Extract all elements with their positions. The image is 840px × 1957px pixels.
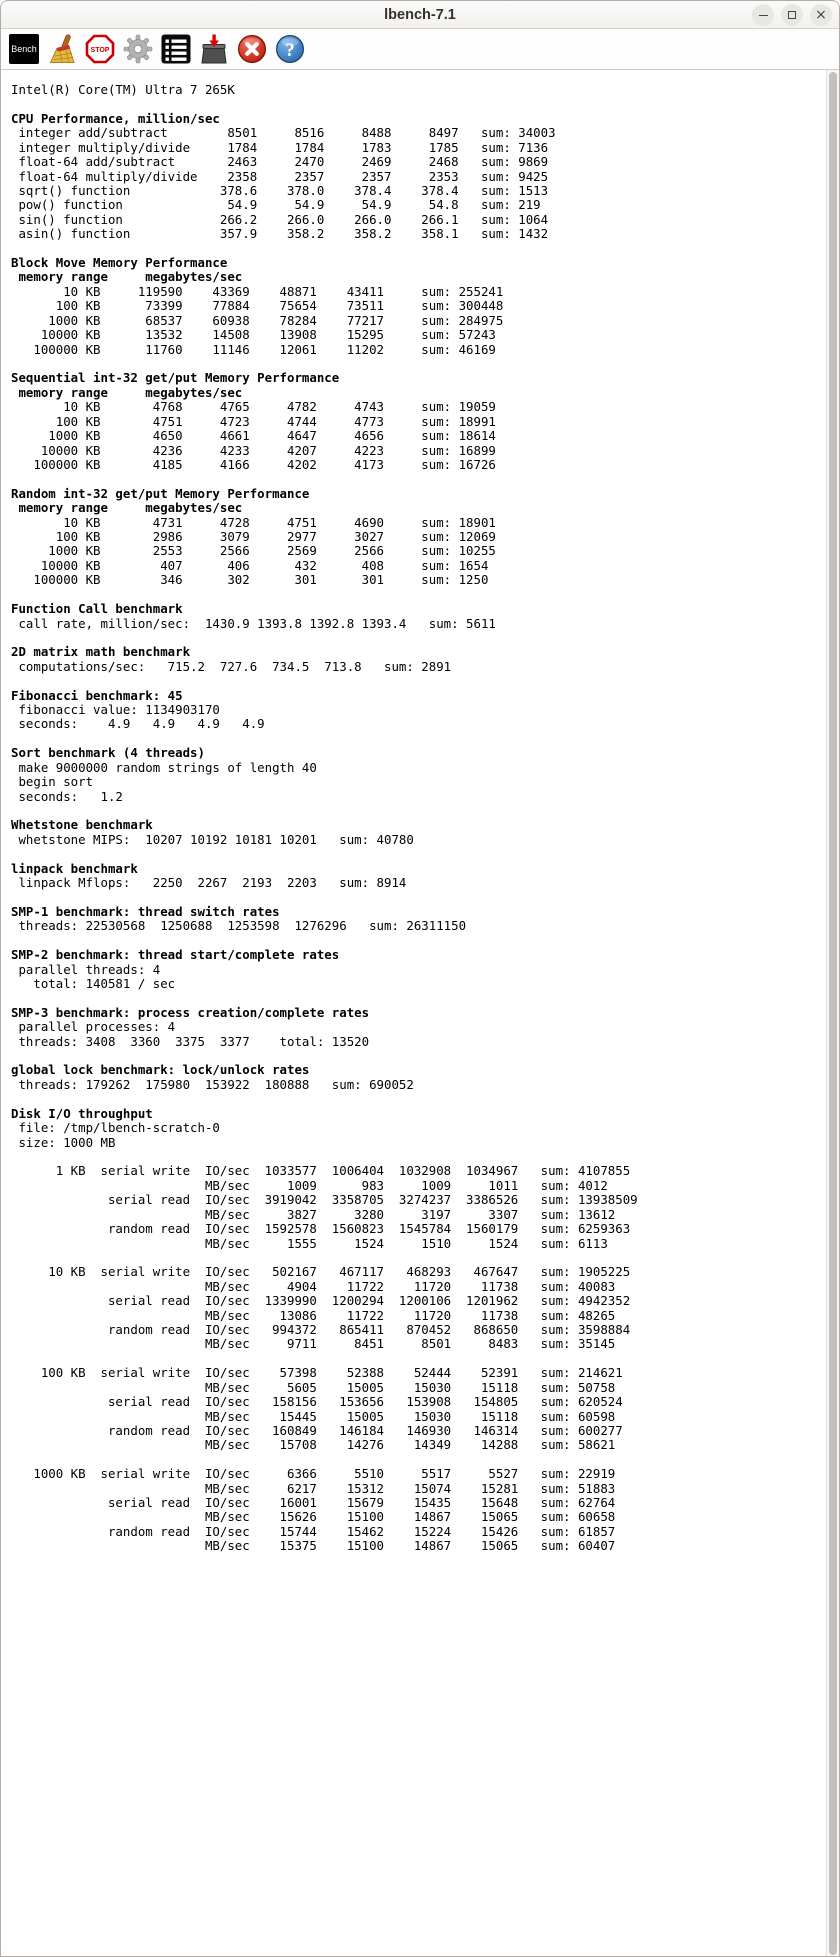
terminal-line: Sequential int-32 get/put Memory Performance	[11, 370, 340, 386]
stop-sign-label: STOP	[90, 46, 110, 54]
help-icon-label: ?	[285, 40, 295, 61]
settings-button[interactable]	[121, 32, 155, 66]
terminal-line: random read IO/sec 15744 15462 15224 15426 sum: 61857	[11, 1523, 616, 1539]
terminal-line: SMP-1 benchmark: thread switch rates	[11, 903, 280, 919]
terminal-line	[11, 890, 819, 904]
terminal-line: call rate, million/sec: 1430.9 1393.8 1392.8 1393.4 sum: 5611	[11, 615, 496, 631]
titlebar[interactable]	[1, 1, 839, 29]
terminal-line	[11, 674, 819, 688]
terminal-line: 100000 KB 11760 11146 12061 11202 sum: 46169	[11, 341, 496, 357]
terminal-line: MB/sec 4904 11722 11720 11738 sum: 40083	[11, 1278, 616, 1294]
help-question-icon	[275, 34, 305, 64]
terminal-line: file: /tmp/lbench-scratch-0	[11, 1120, 220, 1136]
terminal-line: serial read IO/sec 158156 153656 153908 154805 sum: 620524	[11, 1394, 623, 1410]
terminal-line: make 9000000 random strings of length 40	[11, 759, 317, 775]
terminal-line	[11, 1251, 819, 1265]
terminal-line: memory range megabytes/sec	[11, 500, 243, 516]
terminal-line	[11, 1352, 819, 1366]
terminal-line: MB/sec 1009 983 1009 1011 sum: 4012	[11, 1177, 608, 1193]
terminal-line: sqrt() function 378.6 378.0 378.4 378.4 sum: 1513	[11, 182, 549, 198]
maximize-icon	[788, 11, 796, 19]
save-output-button[interactable]	[197, 32, 231, 66]
terminal-line: MB/sec 15375 15100 14867 15065 sum: 60407	[11, 1538, 616, 1554]
terminal-line: fibonacci value: 1134903170	[11, 702, 220, 718]
terminal-line	[11, 934, 819, 948]
terminal-line	[11, 991, 819, 1005]
bench-icon	[9, 34, 39, 64]
terminal-line: 100 KB 73399 77884 75654 73511 sum: 300448	[11, 298, 504, 314]
stop-sign-icon	[85, 34, 115, 64]
terminal-line: Disk I/O throughput	[11, 1105, 153, 1121]
terminal-line: seconds: 1.2	[11, 788, 123, 804]
clear-output-button[interactable]	[45, 32, 79, 66]
terminal-output	[1, 70, 839, 1554]
terminal-line: size: 1000 MB	[11, 1134, 116, 1150]
terminal-line: MB/sec 5605 15005 15030 15118 sum: 50758	[11, 1379, 616, 1395]
terminal-line: parallel processes: 4	[11, 1019, 176, 1035]
terminal-line: Function Call benchmark	[11, 601, 183, 617]
broom-icon	[47, 34, 77, 64]
terminal-line	[11, 472, 819, 486]
terminal-line	[11, 847, 819, 861]
terminal-line	[11, 1150, 819, 1164]
terminal-line: memory range megabytes/sec	[11, 384, 243, 400]
terminal-line: 10 KB 119590 43369 48871 43411 sum: 255241	[11, 283, 504, 299]
terminal-line: 1000 KB 68537 60938 78284 77217 sum: 284975	[11, 312, 504, 328]
close-app-button[interactable]	[235, 32, 269, 66]
terminal-line: begin sort	[11, 774, 94, 790]
terminal-line	[11, 97, 819, 111]
terminal-line: computations/sec: 715.2 727.6 734.5 713.8 sum: 2891	[11, 658, 452, 674]
window-title: lbench-7.1	[384, 7, 456, 23]
terminal-line: 1 KB serial write IO/sec 1033577 1006404 1032908 1034967 sum: 4107855	[11, 1163, 631, 1179]
terminal-line: integer add/subtract 8501 8516 8488 8497 sum: 34003	[11, 125, 556, 141]
window-close-icon: ×	[815, 7, 827, 23]
terminal-line: float-64 add/subtract 2463 2470 2469 2468 sum: 9869	[11, 154, 549, 170]
terminal-line: SMP-3 benchmark: process creation/complete rates	[11, 1004, 370, 1020]
minimize-icon	[759, 15, 768, 17]
terminal-line: Intel(R) Core(TM) Ultra 7 265K	[11, 82, 235, 97]
terminal-line: MB/sec 6217 15312 15074 15281 sum: 51883	[11, 1480, 616, 1496]
terminal-line: MB/sec 15626 15100 14867 15065 sum: 60658	[11, 1509, 616, 1525]
stop-button[interactable]	[83, 32, 117, 66]
terminal-line	[11, 1049, 819, 1063]
terminal-line: MB/sec 13086 11722 11720 11738 sum: 48265	[11, 1307, 616, 1323]
terminal-line: CPU Performance, million/sec	[11, 110, 220, 126]
terminal-line: asin() function 357.9 358.2 358.2 358.1 sum: 1432	[11, 226, 549, 242]
terminal-line: 1000 KB 2553 2566 2569 2566 sum: 10255	[11, 543, 496, 559]
terminal-line: Fibonacci benchmark: 45	[11, 687, 183, 703]
terminal-line: 100 KB 4751 4723 4744 4773 sum: 18991	[11, 413, 496, 429]
terminal-line	[11, 1453, 819, 1467]
output-area	[1, 70, 839, 1957]
terminal-line: 100 KB serial write IO/sec 57398 52388 52444 52391 sum: 214621	[11, 1365, 623, 1381]
terminal-line: Sort benchmark (4 threads)	[11, 745, 205, 761]
help-button[interactable]	[273, 32, 307, 66]
terminal-line: threads: 22530568 1250688 1253598 1276296 sum: 26311150	[11, 918, 467, 934]
terminal-line: 10 KB serial write IO/sec 502167 467117 468293 467647 sum: 1905225	[11, 1264, 631, 1280]
terminal-line	[11, 804, 819, 818]
terminal-line: 10 KB 4731 4728 4751 4690 sum: 18901	[11, 514, 496, 530]
terminal-line: MB/sec 15708 14276 14349 14288 sum: 58621	[11, 1437, 616, 1453]
terminal-line: MB/sec 15445 15005 15030 15118 sum: 60598	[11, 1408, 616, 1424]
terminal-line: integer multiply/divide 1784 1784 1783 1785 sum: 7136	[11, 139, 549, 155]
terminal-line: seconds: 4.9 4.9 4.9 4.9	[11, 716, 265, 732]
terminal-line	[11, 588, 819, 602]
window-controls	[752, 4, 832, 26]
terminal-line: MB/sec 1555 1524 1510 1524 sum: 6113	[11, 1235, 608, 1251]
terminal-line: serial read IO/sec 3919042 3358705 3274237 3386526 sum: 13938509	[11, 1192, 638, 1208]
terminal-line: sin() function 266.2 266.0 266.0 266.1 sum: 1064	[11, 211, 549, 227]
close-x-icon	[237, 34, 267, 64]
terminal-line: whetstone MIPS: 10207 10192 10181 10201 sum: 40780	[11, 831, 414, 847]
terminal-line: Block Move Memory Performance	[11, 255, 228, 271]
terminal-line	[11, 732, 819, 746]
terminal-line: random read IO/sec 1592578 1560823 1545784 1560179 sum: 6259363	[11, 1221, 631, 1237]
terminal-line	[11, 242, 819, 256]
terminal-line: serial read IO/sec 16001 15679 15435 15648 sum: 62764	[11, 1495, 616, 1511]
terminal-line	[11, 631, 819, 645]
terminal-line: 100 KB 2986 3079 2977 3027 sum: 12069	[11, 529, 496, 545]
terminal-line: 10 KB 4768 4765 4782 4743 sum: 19059	[11, 399, 496, 415]
terminal-line: MB/sec 9711 8451 8501 8483 sum: 35145	[11, 1336, 616, 1352]
terminal-line: linpack benchmark	[11, 860, 138, 876]
terminal-line: serial read IO/sec 1339990 1200294 1200106 1201962 sum: 4942352	[11, 1293, 631, 1309]
bench-icon-label: Bench	[11, 44, 37, 54]
terminal-line: 2D matrix math benchmark	[11, 644, 191, 660]
terminal-line: Whetstone benchmark	[11, 817, 153, 833]
terminal-line: MB/sec 3827 3280 3197 3307 sum: 13612	[11, 1206, 616, 1222]
terminal-line: random read IO/sec 994372 865411 870452 868650 sum: 3598884	[11, 1322, 631, 1338]
run-benchmark-button[interactable]	[7, 32, 41, 66]
results-list-button[interactable]	[159, 32, 193, 66]
terminal-line: 1000 KB serial write IO/sec 6366 5510 5517 5527 sum: 22919	[11, 1466, 616, 1482]
terminal-line: random read IO/sec 160849 146184 146930 146314 sum: 600277	[11, 1422, 623, 1438]
terminal-line: 100000 KB 346 302 301 301 sum: 1250	[11, 572, 489, 588]
terminal-line: 10000 KB 13532 14508 13908 15295 sum: 57243	[11, 327, 496, 343]
terminal-line: total: 140581 / sec	[11, 975, 176, 991]
terminal-line	[11, 1092, 819, 1106]
terminal-line: threads: 3408 3360 3375 3377 total: 13520	[11, 1033, 370, 1049]
minimize-button[interactable]	[752, 4, 774, 26]
terminal-line: 1000 KB 4650 4661 4647 4656 sum: 18614	[11, 428, 496, 444]
terminal-line: 10000 KB 4236 4233 4207 4223 sum: 16899	[11, 442, 496, 458]
save-output-icon	[199, 34, 229, 64]
gear-icon	[123, 34, 153, 64]
terminal-line: SMP-2 benchmark: thread start/complete rates	[11, 947, 340, 963]
toolbar	[1, 29, 839, 70]
terminal-line: parallel threads: 4	[11, 961, 161, 977]
maximize-button[interactable]	[781, 4, 803, 26]
list-icon	[161, 34, 191, 64]
terminal-line: Random int-32 get/put Memory Performance	[11, 485, 310, 501]
terminal-line: float-64 multiply/divide 2358 2357 2357 2353 sum: 9425	[11, 168, 549, 184]
scrollbar-thumb[interactable]	[829, 72, 837, 1955]
terminal-line	[11, 357, 819, 371]
terminal-line: linpack Mflops: 2250 2267 2193 2203 sum: 8914	[11, 875, 407, 891]
terminal-line: 10000 KB 407 406 432 408 sum: 1654	[11, 557, 489, 573]
terminal-line: 100000 KB 4185 4166 4202 4173 sum: 16726	[11, 456, 496, 472]
terminal-line: threads: 179262 175980 153922 180888 sum: 690052	[11, 1076, 414, 1092]
terminal-line: global lock benchmark: lock/unlock rates	[11, 1062, 310, 1078]
vertical-scrollbar[interactable]	[826, 70, 839, 1957]
terminal-line: memory range megabytes/sec	[11, 269, 243, 285]
terminal-line: pow() function 54.9 54.9 54.9 54.8 sum: 219	[11, 197, 541, 213]
close-button[interactable]	[810, 4, 832, 26]
